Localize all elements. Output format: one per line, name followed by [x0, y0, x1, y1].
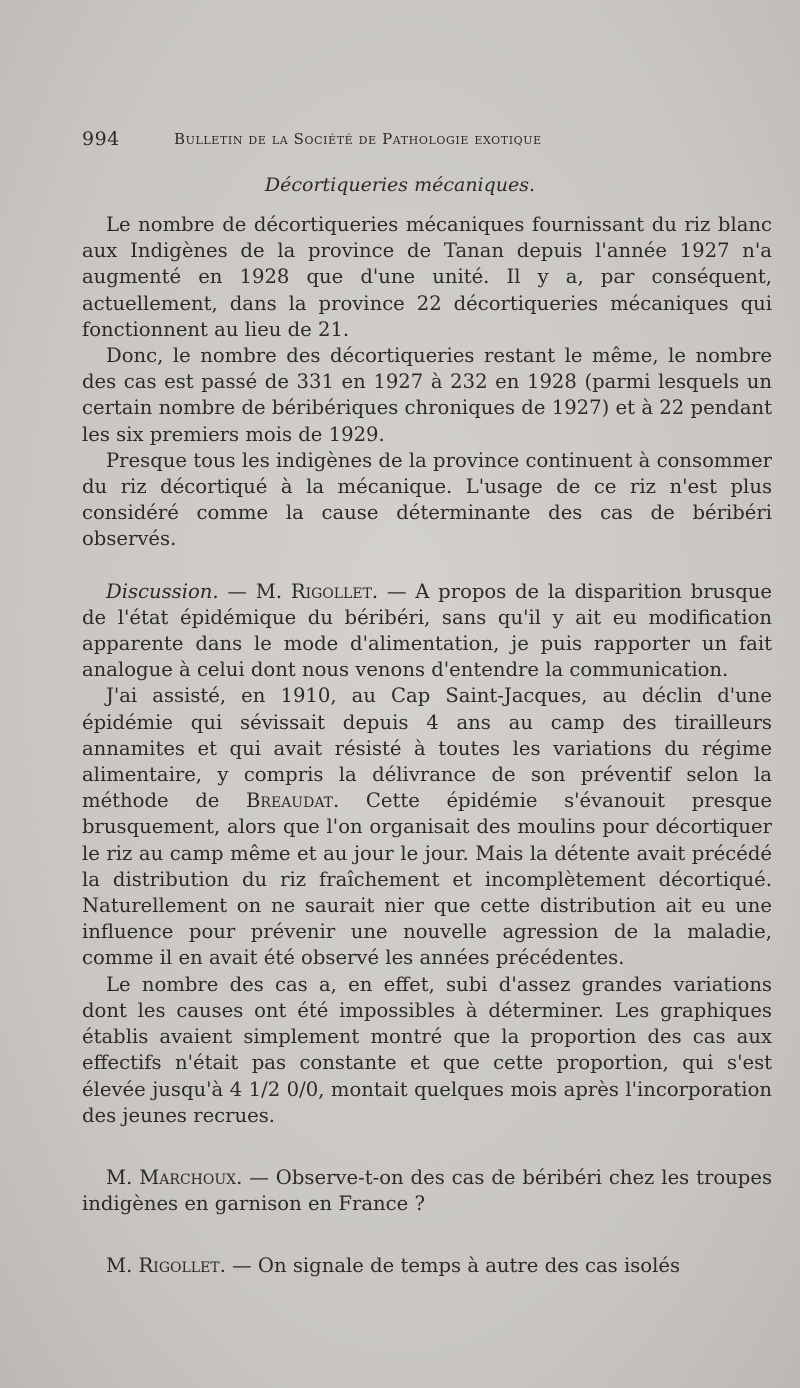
paragraph-5-part-b: . Cette épidémie s'évanouit presque brusquement, alors que l'on organisait des moulins pour décortiquer le riz au camp même et au jour le jour. Mais la détente avait précédé la distribution du riz fraîchement et incomplètement décortiqué. Naturellement on ne saurait nier que cette distribution ait eu une influence pour prévenir une nouvelle agression de la maladie, comme il en avait été observé les années précédentes.	[82, 789, 772, 970]
paragraph-rigollet-reply	[82, 1253, 772, 1279]
paragraph-marchoux	[82, 1165, 772, 1217]
paragraph-3: Presque tous les indigènes de la province continuent à consommer du riz décortiqué à la mécanique. L'usage de ce riz n'est plus considéré comme la cause déterminante des cas de béribéri observés.	[82, 448, 772, 551]
reply-text: . — On signale de temps à autre des cas isolés	[219, 1254, 680, 1278]
speaker-prefix: M.	[106, 1165, 140, 1189]
paragraph-5-part-a: J'ai assisté, en 1910, au Cap Saint-Jacques, au déclin d'une épidémie qui sévissait depuis 4 ans au camp des tirailleurs annamites et qui avait résisté à toutes les variations du régime alimentaire, y compris la délivrance de son préventif selon la méthode de	[82, 684, 772, 813]
discussion-text: . — A propos de la disparition brusque de l'état épidémique du béribéri, sans qu'il y ait eu modification apparente dans le mode d'alimentation, je puis rapporter un fait analogue à celui dont nous venons d'entendre la communication.	[82, 579, 772, 682]
running-title: Bulletin de la Société de Pathologie exotique	[174, 130, 542, 148]
question-text: . — Observe-t-on des cas de béribéri chez les troupes indigènes en garnison en France ?	[82, 1165, 772, 1216]
speaker-name: Marchoux	[139, 1165, 237, 1189]
speaker-name: Rigollet	[138, 1254, 220, 1278]
paragraph-6: Le nombre des cas a, en effet, subi d'assez grandes variations dont les causes ont été impossibles à déterminer. Les graphiques établis avaient simplement montré que la proportion des cas aux effectifs n'était pas constante et que cette proportion, qui s'est élevée jusqu'à 4 1/2 0/0, montait quelques mois après l'incorporation des jeunes recrues.	[82, 972, 772, 1127]
discussion-label: Discussion.	[106, 579, 219, 603]
page-header	[82, 128, 722, 156]
paragraph-5	[82, 683, 772, 971]
paragraph-discussion	[82, 579, 772, 684]
discussion-dash: — M.	[218, 579, 291, 603]
body-text	[82, 212, 772, 1280]
speaker-prefix: M.	[106, 1254, 139, 1278]
cited-author: Breaudat	[246, 789, 334, 813]
paragraph-1: Le nombre de décortiqueries mécaniques fournissant du riz blanc aux Indigènes de la province de Tanan depuis l'année 1927 n'a augmenté en 1928 que d'une unité. Il y a, par conséquent, actuellement, dans la province 22 décortiqueries mécaniques qui fonctionnent au lieu de 21.	[82, 213, 772, 341]
paragraph-2: Donc, le nombre des décortiqueries restant le même, le nombre des cas est passé de 331 en 1927 à 232 en 1928 (parmi lesquels un certain nombre de béribériques chroniques de 1927) et à 22 pendant les six premiers mois de 1929.	[82, 344, 772, 446]
page-number: 994	[82, 128, 120, 150]
section-title: Décortiqueries mécaniques.	[264, 174, 536, 196]
speaker-name: Rigollet	[290, 579, 372, 603]
